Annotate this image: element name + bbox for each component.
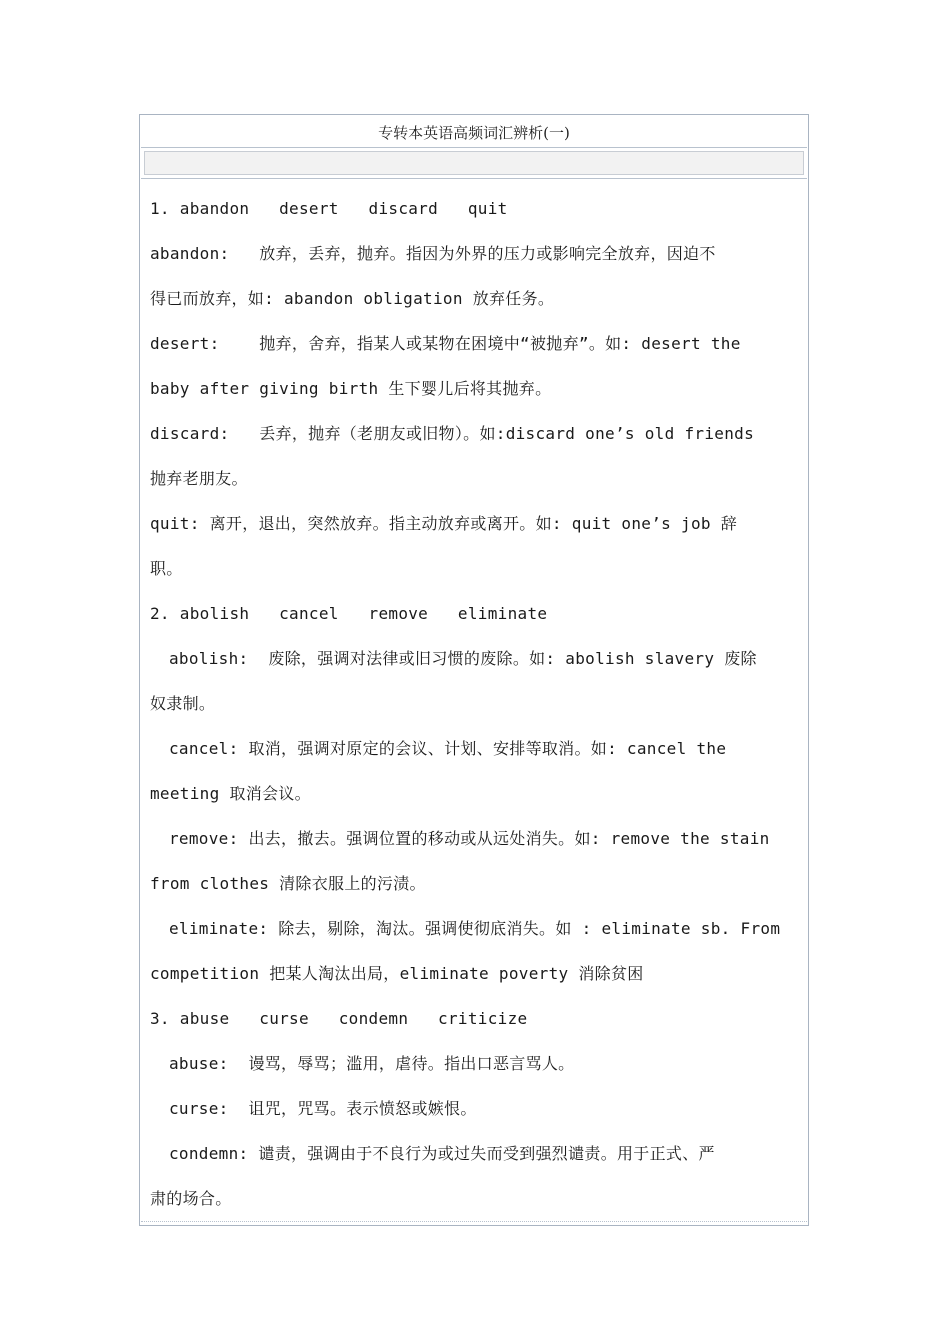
section-heading: 3. abuse curse condemn criticize xyxy=(150,1009,528,1028)
body-line: 职。 xyxy=(150,559,183,578)
blank-cell xyxy=(144,151,804,175)
body-line: abuse: 谩骂，辱骂；滥用，虐待。指出口恶言骂人。 xyxy=(169,1054,575,1073)
document-title: 专转本英语高频词汇辨析(一) xyxy=(378,124,570,142)
body-line: meeting 取消会议。 xyxy=(150,784,311,803)
body-line: cancel: 取消，强调对原定的会议、计划、安排等取消。如: cancel the xyxy=(169,739,727,758)
section-heading: 2. abolish cancel remove eliminate xyxy=(150,604,548,623)
body-line: 抛弃老朋友。 xyxy=(150,469,248,488)
body-line: curse: 诅咒，咒骂。表示愤怒或嫉恨。 xyxy=(169,1099,477,1118)
body-line: 肃的场合。 xyxy=(150,1189,232,1208)
body-line: competition 把某人淘汰出局，eliminate poverty 消除贫困 xyxy=(150,964,644,983)
document-body xyxy=(150,186,802,1221)
body-line: desert: 抛弃，舍弃，指某人或某物在困境中“被抛弃”。如: desert the xyxy=(150,334,741,353)
blank-divider xyxy=(141,178,807,179)
body-line: 得已而放弃，如: abandon obligation 放弃任务。 xyxy=(150,289,555,308)
body-line: baby after giving birth 生下婴儿后将其抛弃。 xyxy=(150,379,552,398)
body-line: from clothes 清除衣服上的污渍。 xyxy=(150,874,426,893)
body-line: discard: 丢弃，抛弃（老朋友或旧物）。如:discard one’s old friends xyxy=(150,424,755,443)
body-line: abandon: 放弃，丢弃，抛弃。指因为外界的压力或影响完全放弃，因迫不 xyxy=(150,244,716,263)
body-line: remove: 出去，撤去。强调位置的移动或从远处消失。如: remove the stain xyxy=(169,829,770,848)
document-table xyxy=(139,114,809,1226)
body-line: 奴隶制。 xyxy=(150,694,216,713)
title-divider xyxy=(141,147,807,148)
body-line: condemn: 谴责，强调由于不良行为或过失而受到强烈谴责。用于正式、严 xyxy=(169,1144,715,1163)
body-line: eliminate: 除去，剔除，淘汰。强调使彻底消失。如 : eliminate sb. From xyxy=(169,919,781,938)
body-line: abolish: 废除，强调对法律或旧习惯的废除。如: abolish slavery 废除 xyxy=(169,649,757,668)
section-heading: 1. abandon desert discard quit xyxy=(150,199,508,218)
bottom-divider xyxy=(141,1221,807,1222)
body-line: quit: 离开，退出，突然放弃。指主动放弃或离开。如: quit one’s job 辞 xyxy=(150,514,738,533)
